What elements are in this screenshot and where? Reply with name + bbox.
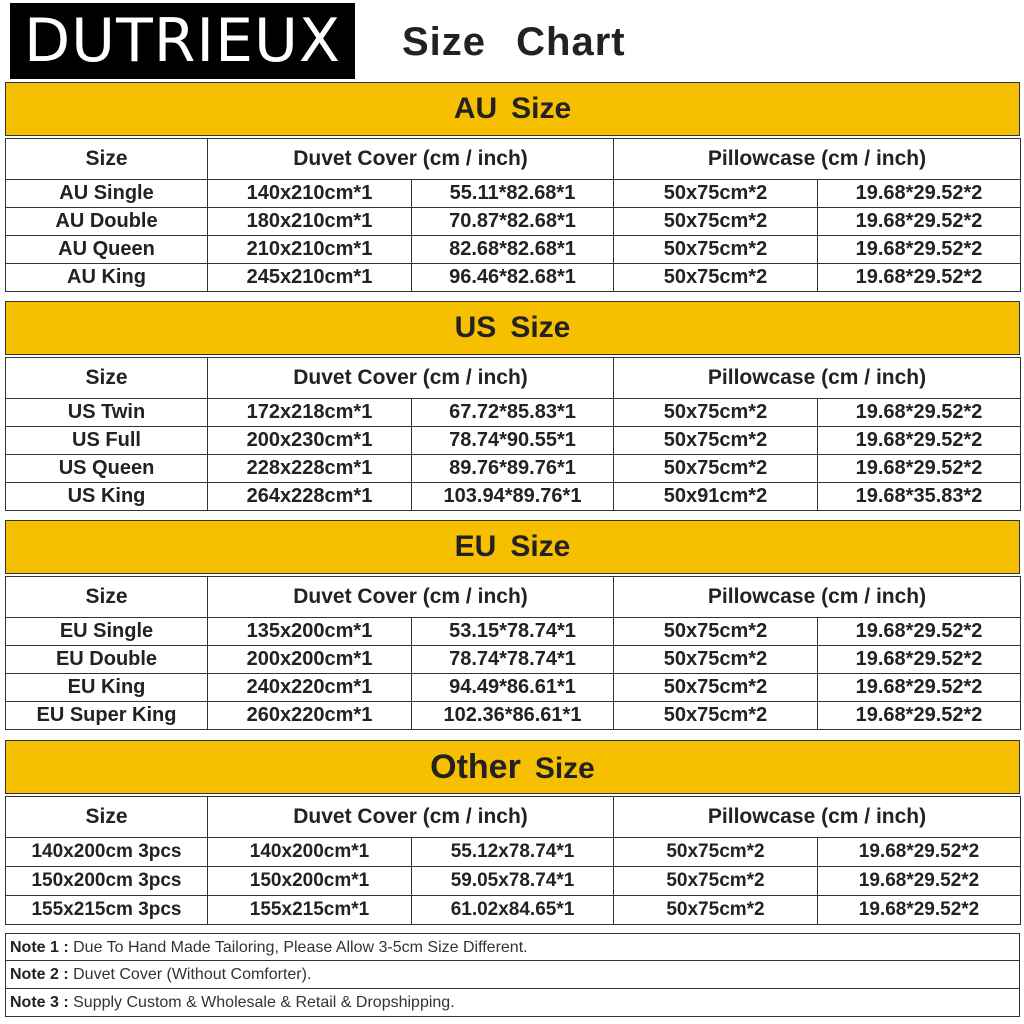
cell-size: AU King [6,264,208,292]
cell-duvet-inch: 59.05x78.74*1 [412,867,614,896]
cell-size: 140x200cm 3pcs [6,838,208,867]
cell-duvet-inch: 103.94*89.76*1 [412,483,614,511]
table-row [6,264,1021,292]
cell-pillow-inch: 19.68*29.52*2 [818,455,1021,483]
cell-size: EU Single [6,618,208,646]
note-text: Due To Hand Made Tailoring, Please Allow 3-5cm Size Different. [73,939,528,956]
header-size: Size [6,139,208,180]
cell-duvet-inch: 78.74*90.55*1 [412,427,614,455]
table-header-row [6,358,1021,399]
cell-size: EU King [6,674,208,702]
cell-size: US King [6,483,208,511]
section-title-main: EU [454,530,497,563]
table-row [6,180,1021,208]
notes [5,933,1020,1017]
note-label: Note 2 : [10,966,69,983]
header-duvet-cover: Duvet Cover (cm / inch) [208,797,614,838]
cell-pillow-cm: 50x75cm*2 [614,236,818,264]
cell-size: AU Queen [6,236,208,264]
header-duvet-cover: Duvet Cover (cm / inch) [208,577,614,618]
table-row [6,646,1021,674]
section-title-band [5,520,1020,574]
cell-pillow-cm: 50x75cm*2 [614,838,818,867]
cell-size: US Full [6,427,208,455]
cell-pillow-inch: 19.68*29.52*2 [818,399,1021,427]
cell-pillow-cm: 50x75cm*2 [614,399,818,427]
note-label: Note 1 : [10,939,69,956]
cell-pillow-cm: 50x75cm*2 [614,867,818,896]
size-table [5,576,1021,730]
section-title-main: AU [453,92,498,125]
cell-duvet-cm: 135x200cm*1 [208,618,412,646]
section-title-suffix: Size [510,311,571,344]
cell-duvet-cm: 140x200cm*1 [208,838,412,867]
page-title: Size Chart [402,20,626,64]
table-row [6,427,1021,455]
brand-logo: DUTRIEUX [10,3,355,79]
cell-duvet-cm: 200x200cm*1 [208,646,412,674]
cell-pillow-cm: 50x75cm*2 [614,180,818,208]
table-row [6,674,1021,702]
cell-duvet-inch: 70.87*82.68*1 [412,208,614,236]
table-row [6,399,1021,427]
size-table [5,138,1021,292]
cell-duvet-inch: 102.36*86.61*1 [412,702,614,730]
table-row [6,236,1021,264]
cell-duvet-inch: 96.46*82.68*1 [412,264,614,292]
cell-size: 155x215cm 3pcs [6,896,208,925]
table-header-row [6,797,1021,838]
cell-size: AU Single [6,180,208,208]
cell-duvet-cm: 245x210cm*1 [208,264,412,292]
header-pillowcase: Pillowcase (cm / inch) [614,797,1021,838]
cell-pillow-cm: 50x75cm*2 [614,618,818,646]
cell-size: US Twin [6,399,208,427]
note-text: Duvet Cover (Without Comforter). [73,966,312,983]
cell-duvet-cm: 180x210cm*1 [208,208,412,236]
table-row [6,896,1021,925]
section-title-band [5,301,1020,355]
cell-pillow-cm: 50x75cm*2 [614,208,818,236]
cell-pillow-cm: 50x75cm*2 [614,264,818,292]
header-size: Size [6,797,208,838]
cell-pillow-inch: 19.68*35.83*2 [818,483,1021,511]
table-header-row [6,577,1021,618]
table-row [6,867,1021,896]
cell-duvet-cm: 210x210cm*1 [208,236,412,264]
header-pillowcase: Pillowcase (cm / inch) [614,577,1021,618]
cell-duvet-cm: 172x218cm*1 [208,399,412,427]
section-title-suffix: Size [511,92,572,125]
cell-pillow-inch: 19.68*29.52*2 [818,838,1021,867]
cell-pillow-cm: 50x75cm*2 [614,702,818,730]
cell-pillow-inch: 19.68*29.52*2 [818,646,1021,674]
cell-duvet-cm: 260x220cm*1 [208,702,412,730]
cell-pillow-cm: 50x75cm*2 [614,455,818,483]
size-table [5,357,1021,511]
cell-duvet-cm: 140x210cm*1 [208,180,412,208]
cell-duvet-inch: 55.12x78.74*1 [412,838,614,867]
cell-duvet-inch: 67.72*85.83*1 [412,399,614,427]
cell-duvet-cm: 240x220cm*1 [208,674,412,702]
cell-pillow-inch: 19.68*29.52*2 [818,896,1021,925]
cell-pillow-inch: 19.68*29.52*2 [818,427,1021,455]
cell-pillow-inch: 19.68*29.52*2 [818,674,1021,702]
table-row [6,702,1021,730]
table-row [6,838,1021,867]
table-row [6,455,1021,483]
header-pillowcase: Pillowcase (cm / inch) [614,358,1021,399]
cell-duvet-inch: 55.11*82.68*1 [412,180,614,208]
cell-size: US Queen [6,455,208,483]
cell-pillow-cm: 50x75cm*2 [614,427,818,455]
section-title-suffix: Size [534,752,595,785]
header [0,0,1024,82]
table-header-row [6,139,1021,180]
table-row [6,208,1021,236]
table-row [6,618,1021,646]
cell-pillow-inch: 19.68*29.52*2 [818,236,1021,264]
cell-size: AU Double [6,208,208,236]
cell-pillow-inch: 19.68*29.52*2 [818,208,1021,236]
cell-pillow-cm: 50x75cm*2 [614,674,818,702]
note-1 [5,933,1020,961]
section-title-main: US [454,311,497,344]
size-table [5,796,1021,925]
cell-pillow-cm: 50x91cm*2 [614,483,818,511]
header-size: Size [6,358,208,399]
cell-duvet-cm: 228x228cm*1 [208,455,412,483]
cell-pillow-inch: 19.68*29.52*2 [818,264,1021,292]
section-title-main: Other [430,748,521,786]
cell-size: 150x200cm 3pcs [6,867,208,896]
cell-duvet-inch: 53.15*78.74*1 [412,618,614,646]
note-label: Note 3 : [10,994,69,1011]
cell-duvet-cm: 200x230cm*1 [208,427,412,455]
cell-duvet-inch: 61.02x84.65*1 [412,896,614,925]
cell-pillow-inch: 19.68*29.52*2 [818,702,1021,730]
cell-pillow-inch: 19.68*29.52*2 [818,180,1021,208]
header-duvet-cover: Duvet Cover (cm / inch) [208,358,614,399]
cell-size: EU Super King [6,702,208,730]
cell-duvet-inch: 78.74*78.74*1 [412,646,614,674]
cell-duvet-inch: 89.76*89.76*1 [412,455,614,483]
note-3 [5,989,1020,1017]
cell-size: EU Double [6,646,208,674]
section-title-band [5,82,1020,136]
table-row [6,483,1021,511]
cell-pillow-cm: 50x75cm*2 [614,646,818,674]
cell-duvet-inch: 82.68*82.68*1 [412,236,614,264]
cell-duvet-inch: 94.49*86.61*1 [412,674,614,702]
cell-duvet-cm: 155x215cm*1 [208,896,412,925]
cell-pillow-inch: 19.68*29.52*2 [818,618,1021,646]
note-text: Supply Custom & Wholesale & Retail & Dropshipping. [73,994,455,1011]
cell-pillow-cm: 50x75cm*2 [614,896,818,925]
header-size: Size [6,577,208,618]
cell-duvet-cm: 264x228cm*1 [208,483,412,511]
header-duvet-cover: Duvet Cover (cm / inch) [208,139,614,180]
section-title-suffix: Size [510,530,571,563]
cell-pillow-inch: 19.68*29.52*2 [818,867,1021,896]
note-2 [5,961,1020,989]
cell-duvet-cm: 150x200cm*1 [208,867,412,896]
header-pillowcase: Pillowcase (cm / inch) [614,139,1021,180]
section-title-band [5,740,1020,794]
